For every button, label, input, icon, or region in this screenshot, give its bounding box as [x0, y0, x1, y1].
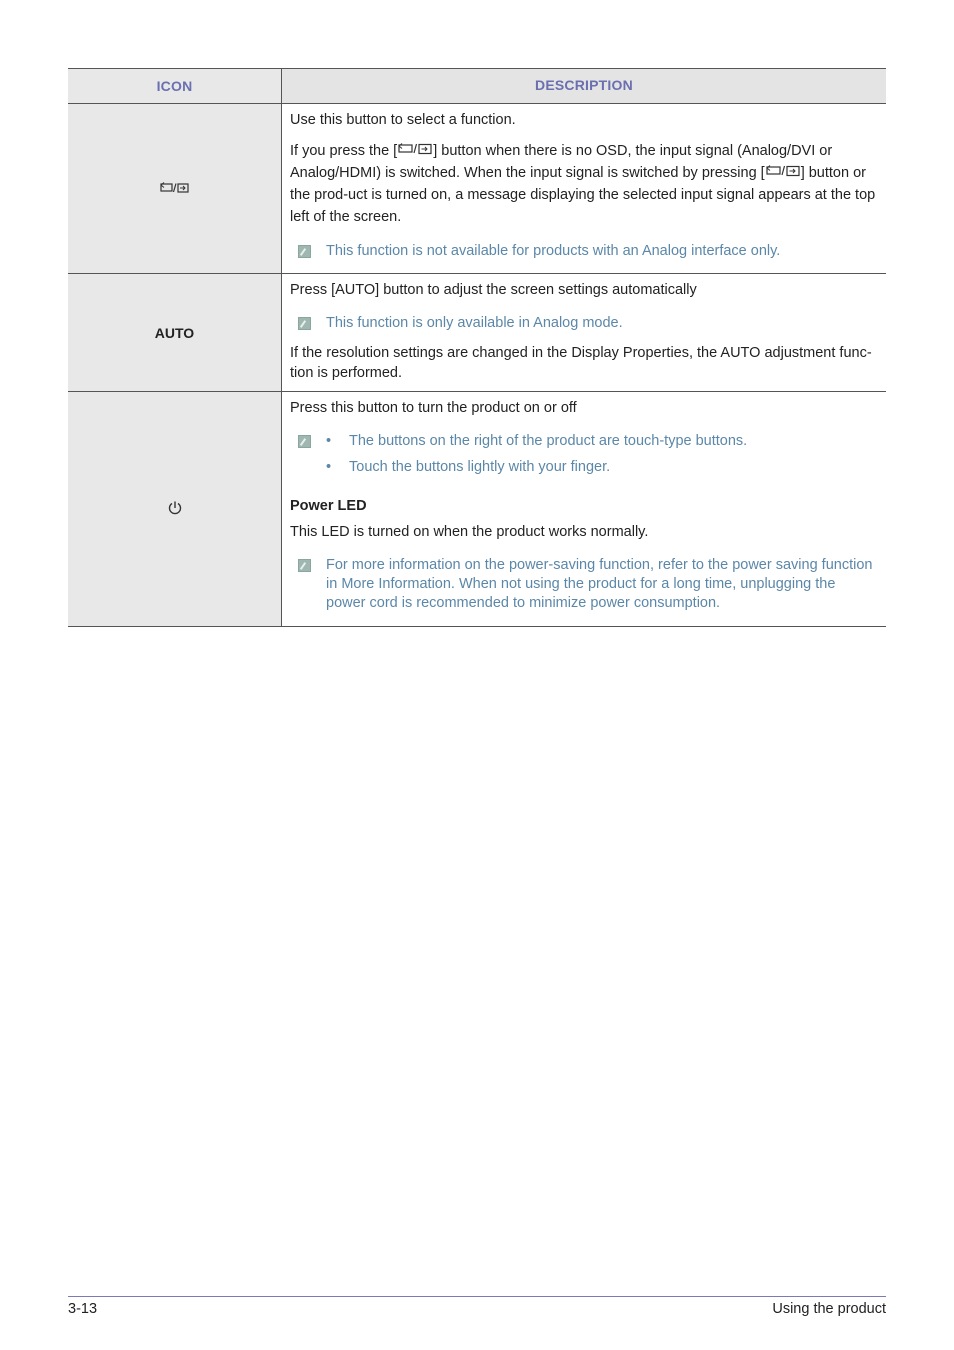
- note-icon: [298, 559, 311, 572]
- note-icon: [298, 435, 311, 448]
- description-text: This LED is turned on when the product works normally.: [290, 524, 649, 540]
- note-bullets: [326, 432, 747, 484]
- source-select-icon: [765, 162, 801, 184]
- note: [298, 556, 878, 613]
- note: [298, 242, 878, 261]
- note-icon: [298, 245, 311, 258]
- note-icon: [298, 317, 311, 330]
- source-select-icon: [397, 140, 433, 162]
- header-description: DESCRIPTION: [535, 77, 633, 93]
- list-item: • The buttons on the right of the product are touch-type buttons.: [326, 432, 747, 451]
- description-cell: [282, 274, 886, 391]
- function-table: [68, 68, 886, 627]
- source-select-icon: [160, 181, 190, 197]
- description-cell: [282, 392, 886, 626]
- note-text: This function is only available in Analog mode.: [326, 315, 623, 331]
- header-icon: ICON: [68, 69, 282, 103]
- page-number: 3-13: [68, 1301, 98, 1317]
- note-text: This function is not available for products with an Analog interface only.: [326, 243, 781, 260]
- description-text: Press [AUTO] button to adjust the screen settings automatically: [290, 282, 697, 298]
- table-row: [68, 392, 886, 627]
- table-row: [68, 104, 886, 274]
- icon-cell: [68, 104, 282, 273]
- page-footer: [68, 1296, 886, 1317]
- note: [298, 314, 878, 333]
- description-text: If the resolution settings are changed in the Display Properties, the AUTO adjustment func-tion is performed.: [290, 345, 872, 381]
- description-text: Press this button to turn the product on or off: [290, 400, 577, 416]
- list-item: • Touch the buttons lightly with your finger.: [326, 458, 747, 477]
- power-icon: [167, 500, 183, 519]
- note: [298, 432, 878, 484]
- icon-cell-auto: AUTO: [68, 274, 282, 391]
- subheading: Power LED: [290, 498, 367, 514]
- table-header-row: [68, 69, 886, 104]
- description-cell: [282, 104, 886, 273]
- description-text: If you press the [ ] button when there is no OSD, the input signal (Analog/DVI or Analog/HDMI) is switched. When the input signal is switched by pressing [ ] button or the prod-uct is turned on, a message displaying the selected input signal appears at the top left of the screen.: [290, 140, 878, 228]
- table-row: [68, 274, 886, 392]
- icon-cell: [68, 392, 282, 626]
- section-title: Using the product: [772, 1301, 886, 1317]
- description-text: Use this button to select a function.: [290, 112, 516, 128]
- note-text: For more information on the power-saving function, refer to the power saving function in More Information. When not using the product for a long time, unplugging the power cord is recommended to minimize power consumption.: [326, 557, 873, 611]
